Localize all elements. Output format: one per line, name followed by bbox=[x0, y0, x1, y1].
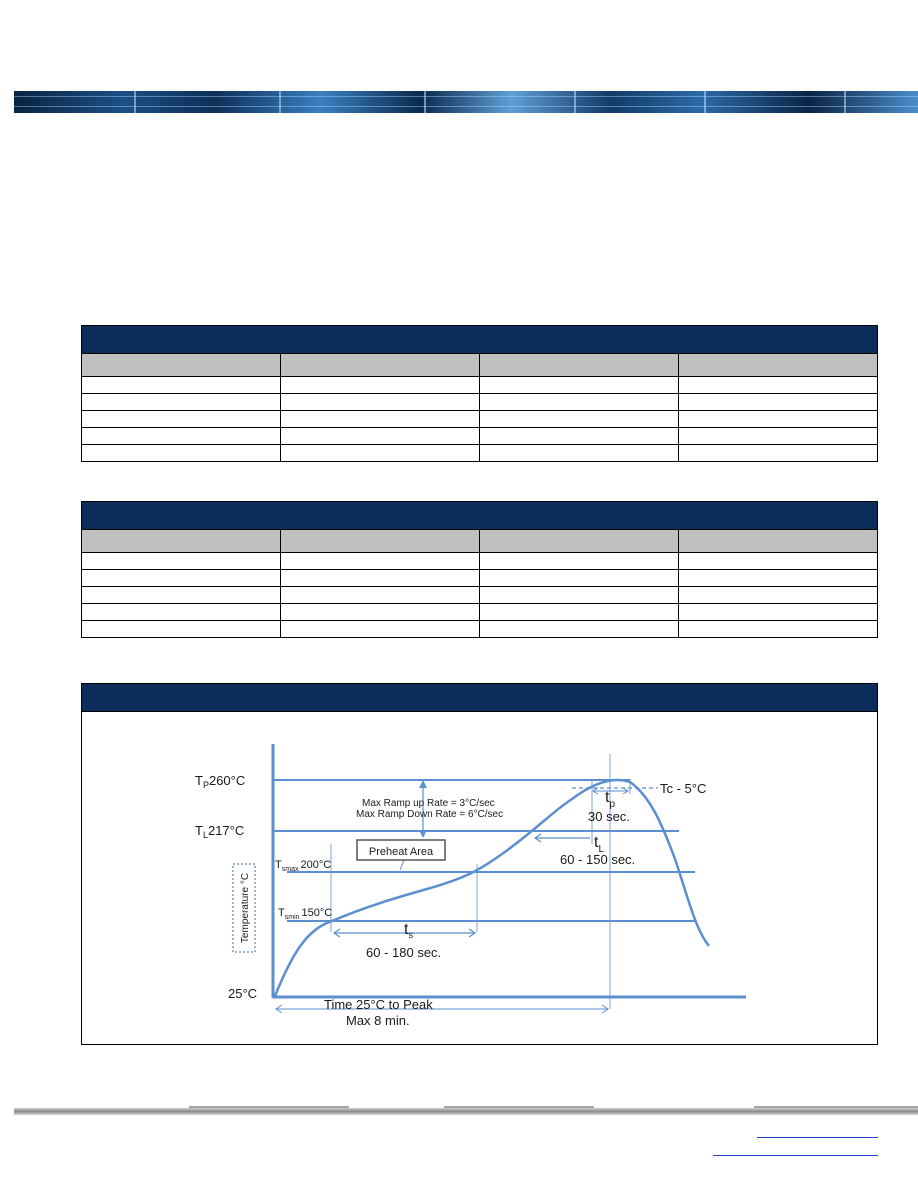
y-axis-title: Temperature °C bbox=[240, 872, 251, 944]
ts-label: $t_s$ bbox=[404, 921, 413, 940]
section-header-bar bbox=[82, 502, 877, 530]
table-row bbox=[82, 587, 877, 604]
table-row bbox=[82, 377, 877, 394]
ramp-arrow-head-down bbox=[419, 830, 427, 838]
footer-link-1[interactable] bbox=[757, 1137, 878, 1138]
header-banner bbox=[14, 91, 918, 113]
spec-table-2 bbox=[81, 501, 878, 638]
table-header-row bbox=[82, 530, 877, 553]
time-to-peak-label: Time 25°C to Peak bbox=[324, 997, 433, 1012]
spec-table-1 bbox=[81, 325, 878, 462]
table-row bbox=[82, 570, 877, 587]
table-row bbox=[82, 411, 877, 428]
ramp-arrow-head-up bbox=[419, 780, 427, 788]
table-row bbox=[82, 445, 877, 462]
time-max-label: Max 8 min. bbox=[346, 1013, 410, 1028]
spec-table bbox=[82, 354, 877, 461]
ramp-up-label: Max Ramp up Rate = 3°C/sec bbox=[362, 798, 495, 809]
tsmin-label: $T_{smin}$ 150°C bbox=[278, 907, 333, 921]
tp-time-label: $t_p$ bbox=[605, 789, 616, 810]
tc-label: Tc - 5°C bbox=[660, 781, 707, 796]
preheat-pointer bbox=[400, 860, 404, 870]
tl-label: $T_L217^\circ C$ bbox=[195, 823, 245, 840]
tsmax-label: $T_{smax}$ 200°C bbox=[275, 859, 332, 873]
table-header-row bbox=[82, 354, 877, 377]
tp-range-label: 30 sec. bbox=[588, 809, 630, 824]
reflow-profile-diagram bbox=[82, 684, 879, 1046]
table-row bbox=[82, 553, 877, 570]
tp-label: $T_P260^\circ C$ bbox=[195, 773, 246, 790]
ts-range-label: 60 - 180 sec. bbox=[366, 945, 442, 960]
tl-time-label: $t_L$ bbox=[594, 834, 605, 855]
footer-link-2[interactable] bbox=[713, 1155, 878, 1156]
table-row bbox=[82, 621, 877, 638]
reflow-profile-section bbox=[81, 683, 878, 1045]
ambient-label: 25°C bbox=[228, 986, 258, 1001]
footer-bar bbox=[14, 1108, 918, 1115]
spec-table bbox=[82, 530, 877, 637]
ramp-down-label: Max Ramp Down Rate = 6°C/sec bbox=[356, 809, 504, 820]
table-row bbox=[82, 604, 877, 621]
tl-range-label: 60 - 150 sec. bbox=[560, 852, 636, 867]
table-row bbox=[82, 428, 877, 445]
table-row bbox=[82, 394, 877, 411]
section-header-bar bbox=[82, 326, 877, 354]
preheat-label: Preheat Area bbox=[368, 846, 434, 858]
